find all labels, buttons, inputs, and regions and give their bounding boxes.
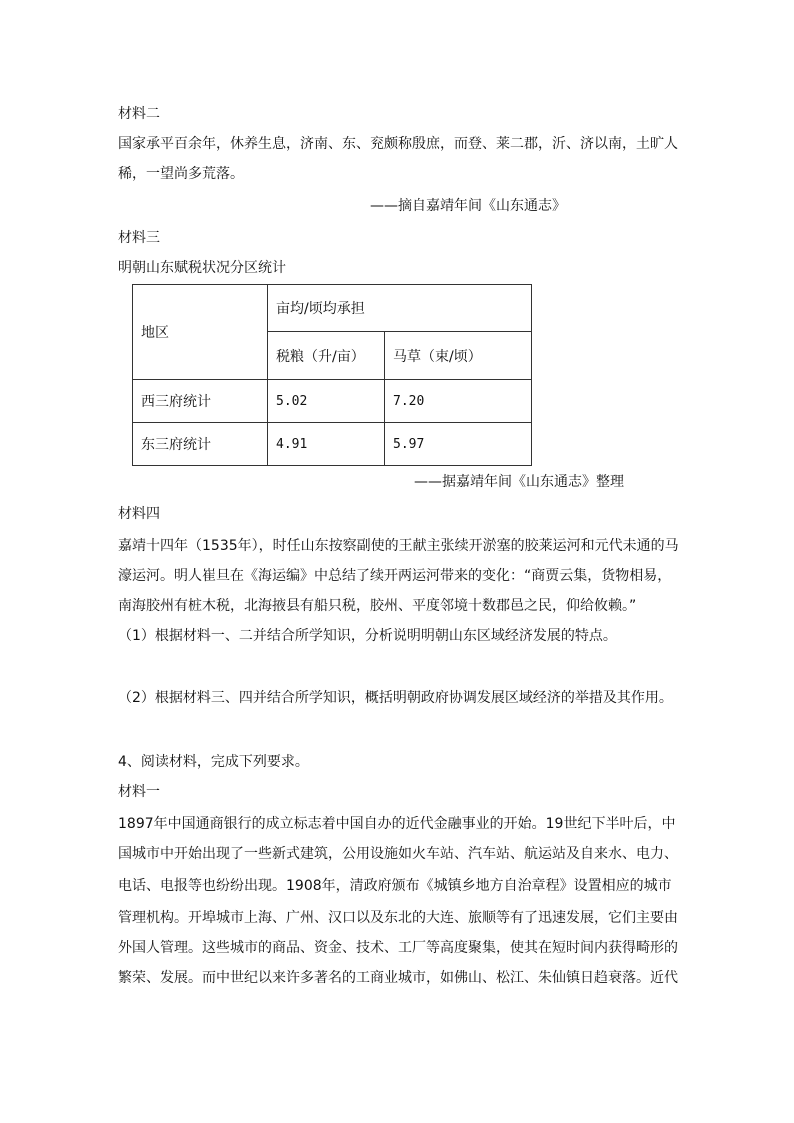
region-header: 地区 (141, 325, 169, 341)
material-3-source: ——据嘉靖年间《山东通志》整理 (414, 474, 624, 490)
table-row (133, 380, 532, 423)
region-value: 东三府统计 (141, 437, 211, 453)
group-header-cell (268, 285, 532, 332)
q4-text-line: 繁荣、发展。而中世纪以来许多著名的工商业城市，如佛山、松江、朱仙镇日趋衰落。近代 (118, 970, 678, 986)
grass-cell (385, 380, 532, 423)
q4-text-line: 国城市中开始出现了一些新式建筑，公用设施如火车站、汽车站、航运站及自来水、电力、 (118, 846, 678, 862)
material-3-heading: 材料三 (118, 230, 160, 246)
material-2-text-line-1: 国家承平百余年，休养生息，济南、东、兖颇称殷庶，而登、莱二郡，沂、济以南，土旷人 (118, 136, 678, 152)
grain-header: 税粮（升/亩） (276, 348, 365, 365)
region-value: 西三府统计 (141, 394, 211, 410)
material-2-heading: 材料二 (118, 106, 160, 122)
tax-table (132, 284, 532, 466)
grass-value: 7.20 (393, 393, 425, 409)
grass-header: 马草（束/顷） (393, 348, 482, 365)
group-header: 亩均/顷均承担 (276, 301, 365, 317)
q4-text-line: 1897年中国通商银行的成立标志着中国自办的近代金融事业的开始。19世纪下半叶后，中 (118, 816, 676, 832)
table-row (133, 423, 532, 466)
q4-text-line: 外国人管理。这些城市的商品、资金、技术、工厂等高度聚集，使其在短时间内获得畸形的 (118, 940, 678, 956)
material-4-heading: 材料四 (118, 506, 160, 522)
region-cell (133, 423, 268, 466)
q4-text-line: 管理机构。开埠城市上海、广州、汉口以及东北的大连、旅顺等有了迅速发展，它们主要由 (118, 910, 678, 926)
region-header-cell (133, 285, 268, 380)
grass-value: 5.97 (393, 436, 425, 452)
material-2-text-line-2: 稀，一望尚多荒落。 (118, 166, 244, 182)
grass-cell (385, 423, 532, 466)
grain-value: 4.91 (276, 436, 308, 452)
q4-text-line: 电话、电报等也纷纷出现。1908年，清政府颁布《城镇乡地方自治章程》设置相应的城市 (118, 878, 672, 894)
table-header-row (133, 285, 532, 332)
grass-header-cell (385, 332, 532, 380)
material-4-text-line-1: 嘉靖十四年（1535年），时任山东按察副使的王献主张续开淤塞的胶莱运河和元代未通的马 (118, 538, 679, 554)
grain-header-cell (268, 332, 385, 380)
question-1: （1）根据材料一、二并结合所学知识，分析说明明朝山东区域经济发展的特点。 (118, 628, 617, 644)
material-4-text-line-2: 濠运河。明人崔旦在《海运编》中总结了续开两运河带来的变化：“商贾云集，货物相易， (118, 568, 672, 584)
grain-value: 5.02 (276, 393, 308, 409)
grain-cell (268, 380, 385, 423)
q4-material-1-heading: 材料一 (118, 784, 160, 800)
material-4-text-line-3: 南海胶州有桩木税，北海掖县有船只税，胶州、平度邻境十数郡邑之民，仰给攸赖。” (118, 598, 637, 614)
material-2-source: ——摘自嘉靖年间《山东通志》 (370, 198, 566, 214)
question-2: （2）根据材料三、四并结合所学知识，概括明朝政府协调发展区域经济的举措及其作用。 (118, 690, 673, 706)
region-cell (133, 380, 268, 423)
table-title: 明朝山东赋税状况分区统计 (118, 260, 286, 276)
grain-cell (268, 423, 385, 466)
question-4-title: 4、阅读材料，完成下列要求。 (118, 754, 309, 770)
